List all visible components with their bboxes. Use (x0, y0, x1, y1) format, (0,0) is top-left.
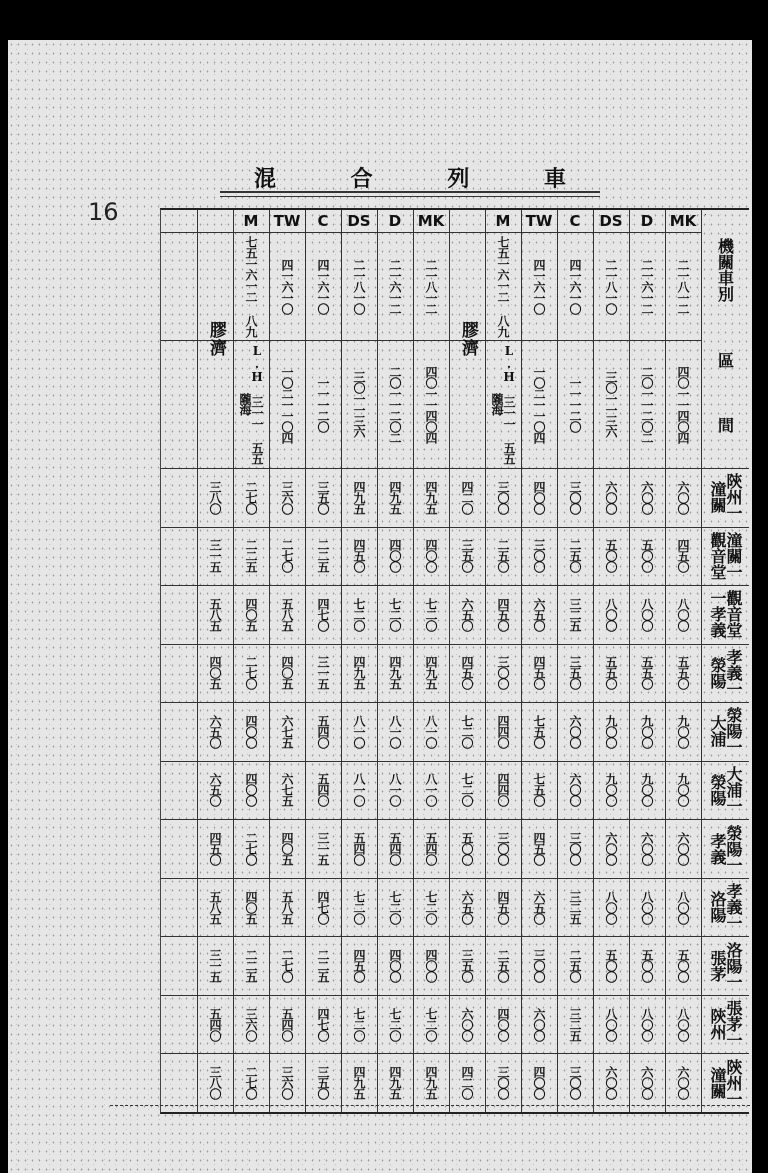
load-value-cell: 八〇〇 (640, 1007, 654, 1041)
loco-code-header: D (640, 212, 654, 230)
section-label: 洛陽一張茅 (708, 941, 743, 990)
loco-line-header: 二〇一一二〇二 (640, 365, 654, 443)
load-value-cell: 七二〇 (388, 1007, 402, 1041)
loco-line-header: 一一一二〇 (568, 376, 582, 432)
load-value-cell: 九〇〇 (640, 714, 654, 748)
loco-axle-header: 四一六一〇 (316, 258, 330, 314)
loco-axle-header: 二一八一二 (424, 258, 438, 314)
loco-code-header: DS (599, 212, 623, 230)
loco-line-header: 一〇二一一〇四 (280, 365, 294, 443)
page-title (220, 163, 600, 193)
load-value-cell: 四二〇 (460, 1066, 474, 1100)
bottom-rule (110, 1105, 750, 1106)
load-value-cell: 二二五 (244, 949, 258, 983)
load-value-cell: 二七〇 (280, 539, 294, 573)
loco-code-header: TW (525, 212, 553, 230)
load-value-cell: 七二〇 (424, 597, 438, 631)
loco-code-header: DS (347, 212, 371, 230)
load-value-cell: 七二〇 (424, 890, 438, 924)
load-value-cell: 六五〇 (532, 890, 546, 924)
loco-line-header: L.H 三一一 五五 隴海 (238, 344, 264, 464)
load-value-cell: 七二〇 (388, 890, 402, 924)
load-value-cell: 四四〇 (496, 773, 510, 807)
load-value-cell: 六五〇 (208, 773, 222, 807)
load-value-cell: 八一〇 (388, 773, 402, 807)
title-char-2: 合 (350, 165, 373, 192)
load-value-cell: 八〇〇 (604, 890, 618, 924)
load-value-cell: 四九五 (352, 656, 366, 690)
load-value-cell: 二七〇 (280, 949, 294, 983)
loco-code-header: C (317, 212, 329, 230)
loco-line-header: 一〇二一一〇四 (532, 365, 546, 443)
load-value-cell: 四〇〇 (388, 949, 402, 983)
section-label: 潼關一觀音堂 (708, 531, 743, 580)
section-label: 滎陽一孝義 (708, 824, 743, 873)
load-value-cell: 五〇〇 (604, 949, 618, 983)
load-value-cell: 四〇〇 (496, 1007, 510, 1041)
loco-axle-header: 二一八一〇 (604, 258, 618, 314)
loco-axle-header: 四一六一〇 (532, 258, 546, 314)
load-value-cell: 四五〇 (460, 656, 474, 690)
load-value-cell: 八一〇 (352, 714, 366, 748)
loco-code-header: MK (417, 212, 445, 230)
load-value-cell: 三〇〇 (532, 539, 546, 573)
load-value-cell: 四〇〇 (532, 480, 546, 514)
load-value-cell: 二二五 (316, 539, 330, 573)
loco-line-header: L.H 三一一 五五 隴海 (490, 344, 516, 464)
load-value-cell: 四〇五 (280, 656, 294, 690)
load-value-cell: 二五〇 (568, 949, 582, 983)
load-value-cell: 七二〇 (460, 773, 474, 807)
load-value-cell: 五八五 (280, 890, 294, 924)
load-value-cell: 五八五 (280, 597, 294, 631)
section-label: 觀音堂一孝義 (708, 590, 743, 639)
load-value-cell: 四九五 (424, 1066, 438, 1100)
load-value-cell: 五四〇 (388, 832, 402, 866)
loco-axle-header: 七五一六一二 八九 (244, 235, 258, 337)
load-value-cell: 三一五 (316, 832, 330, 866)
load-value-cell: 四九五 (388, 1066, 402, 1100)
load-value-cell: 四〇〇 (424, 539, 438, 573)
loco-code-header: D (388, 212, 402, 230)
load-value-cell: 八一〇 (424, 714, 438, 748)
loco-code-header: TW (273, 212, 301, 230)
load-value-cell: 五〇〇 (640, 949, 654, 983)
load-value-cell: 四〇五 (244, 890, 258, 924)
load-value-cell: 五四〇 (352, 832, 366, 866)
load-value-cell: 四五〇 (208, 832, 222, 866)
load-value-cell: 八〇〇 (604, 1007, 618, 1041)
loco-line-header: 四〇一一四〇四 (424, 365, 438, 443)
grid-line-horizontal (161, 340, 701, 341)
load-value-cell: 四七〇 (316, 597, 330, 631)
load-value-cell: 六五〇 (208, 714, 222, 748)
load-value-cell: 五八五 (208, 597, 222, 631)
grid-line-horizontal (161, 232, 701, 233)
load-value-cell: 六七五 (280, 773, 294, 807)
load-value-cell: 二二五 (244, 539, 258, 573)
section-label: 大浦一滎陽 (708, 765, 743, 814)
load-value-cell: 七五〇 (532, 773, 546, 807)
load-value-cell: 八〇〇 (676, 1007, 690, 1041)
load-value-cell: 七五〇 (532, 714, 546, 748)
load-value-cell: 六〇〇 (640, 480, 654, 514)
load-value-cell: 二七〇 (244, 1066, 258, 1100)
load-value-cell: 六五〇 (460, 890, 474, 924)
loco-code-header: MK (669, 212, 697, 230)
load-value-cell: 七二〇 (424, 1007, 438, 1041)
load-value-cell: 六〇〇 (568, 773, 582, 807)
load-value-cell: 四九五 (424, 656, 438, 690)
railway-line-header: 膠濟 (457, 321, 478, 357)
load-value-cell: 二七〇 (244, 656, 258, 690)
load-value-cell: 四九五 (388, 656, 402, 690)
load-value-cell: 六〇〇 (604, 480, 618, 514)
load-value-cell: 四七〇 (316, 1007, 330, 1041)
section-label: 滎陽一大浦 (708, 707, 743, 756)
load-value-cell: 三八〇 (208, 1066, 222, 1100)
load-value-cell: 八〇〇 (676, 597, 690, 631)
load-value-cell: 二五〇 (568, 539, 582, 573)
header-corner-mid: 區 (715, 352, 735, 368)
load-value-cell: 九〇〇 (604, 773, 618, 807)
load-value-cell: 三六〇 (244, 1007, 258, 1041)
load-value-cell: 三五〇 (316, 1066, 330, 1100)
load-value-cell: 七二〇 (352, 890, 366, 924)
load-value-cell: 九〇〇 (676, 714, 690, 748)
load-value-cell: 四〇〇 (244, 773, 258, 807)
load-value-cell: 二二五 (316, 949, 330, 983)
load-value-cell: 八〇〇 (676, 890, 690, 924)
load-value-cell: 四五〇 (496, 890, 510, 924)
load-value-cell: 六〇〇 (604, 832, 618, 866)
load-value-cell: 三六〇 (280, 480, 294, 514)
load-value-cell: 七二〇 (460, 714, 474, 748)
load-value-cell: 九〇〇 (604, 714, 618, 748)
load-value-cell: 四五〇 (496, 597, 510, 631)
load-value-cell: 四〇〇 (388, 539, 402, 573)
header-corner-top: 機關車別 (715, 238, 735, 302)
section-label: 陝州一潼關 (708, 473, 743, 522)
loco-line-header: 四〇一一四〇四 (676, 365, 690, 443)
loco-axle-header: 四一六一〇 (280, 258, 294, 314)
load-value-cell: 四五〇 (532, 832, 546, 866)
load-value-cell: 四〇〇 (244, 714, 258, 748)
load-value-cell: 三〇〇 (496, 656, 510, 690)
load-value-cell: 四九五 (352, 1066, 366, 1100)
load-value-cell: 二五〇 (496, 949, 510, 983)
load-value-cell: 五〇〇 (604, 539, 618, 573)
load-value-cell: 三二五 (568, 890, 582, 924)
load-value-cell: 七二〇 (352, 1007, 366, 1041)
load-value-cell: 三〇〇 (568, 1066, 582, 1100)
load-value-cell: 五五〇 (604, 656, 618, 690)
load-value-cell: 六〇〇 (604, 1066, 618, 1100)
section-label: 張茅一陝州 (708, 1000, 743, 1049)
load-value-cell: 六五〇 (532, 597, 546, 631)
load-value-cell: 五四〇 (280, 1007, 294, 1041)
loco-line-header: 一一一二〇 (316, 376, 330, 432)
load-value-cell: 六七五 (280, 714, 294, 748)
load-value-cell: 三〇〇 (496, 1066, 510, 1100)
loco-code-header: M (243, 212, 259, 230)
load-value-cell: 四九五 (424, 480, 438, 514)
load-value-cell: 三六〇 (280, 1066, 294, 1100)
load-value-cell: 三〇〇 (496, 480, 510, 514)
load-value-cell: 七二〇 (388, 597, 402, 631)
header-corner-bot: 間 (715, 417, 735, 433)
load-value-cell: 八一〇 (352, 773, 366, 807)
loco-line-header: 三〇一一三六 (352, 371, 366, 437)
loco-line-header: 三〇一一三六 (604, 371, 618, 437)
load-value-cell: 五〇〇 (460, 832, 474, 866)
title-char-4: 車 (543, 165, 566, 192)
load-value-cell: 四五〇 (676, 539, 690, 573)
page-number: 16 (88, 198, 119, 226)
load-value-cell: 五四〇 (316, 714, 330, 748)
load-value-cell: 六〇〇 (640, 1066, 654, 1100)
section-label: 孝義一滎陽 (708, 648, 743, 697)
loco-axle-header: 四一六一〇 (568, 258, 582, 314)
load-value-cell: 八一〇 (388, 714, 402, 748)
load-value-cell: 三一五 (208, 539, 222, 573)
load-value-cell: 四〇五 (280, 832, 294, 866)
load-value-cell: 九〇〇 (640, 773, 654, 807)
loco-axle-header: 二一六一二 (388, 258, 402, 314)
load-value-cell: 五四〇 (316, 773, 330, 807)
load-value-cell: 九〇〇 (676, 773, 690, 807)
load-value-cell: 六〇〇 (676, 480, 690, 514)
load-value-cell: 六〇〇 (640, 832, 654, 866)
load-value-cell: 四〇〇 (424, 949, 438, 983)
load-value-cell: 八〇〇 (640, 890, 654, 924)
load-value-cell: 八一〇 (424, 773, 438, 807)
load-value-cell: 三〇〇 (496, 832, 510, 866)
loco-code-header: M (495, 212, 511, 230)
corner-diagonal-rule (705, 214, 706, 215)
load-value-cell: 六〇〇 (676, 1066, 690, 1100)
load-value-cell: 三五〇 (460, 949, 474, 983)
load-value-cell: 四九五 (388, 480, 402, 514)
load-value-cell: 六〇〇 (568, 714, 582, 748)
load-value-cell: 三〇〇 (568, 832, 582, 866)
loco-code-header: C (569, 212, 581, 230)
load-value-cell: 七二〇 (352, 597, 366, 631)
load-value-cell: 三二五 (568, 597, 582, 631)
load-value-cell: 三二五 (568, 1007, 582, 1041)
load-value-cell: 八〇〇 (604, 597, 618, 631)
load-value-cell: 三〇〇 (568, 480, 582, 514)
loco-axle-header: 七五一六一二 八九 (496, 235, 510, 337)
load-value-cell: 五八五 (208, 890, 222, 924)
load-value-cell: 二五〇 (496, 539, 510, 573)
load-value-cell: 二七〇 (244, 480, 258, 514)
load-value-cell: 四〇五 (208, 656, 222, 690)
load-value-cell: 三一五 (208, 949, 222, 983)
load-value-cell: 四二〇 (460, 480, 474, 514)
load-value-cell: 五五〇 (676, 656, 690, 690)
load-value-cell: 六〇〇 (532, 1007, 546, 1041)
load-value-cell: 四七〇 (316, 890, 330, 924)
load-value-cell: 四四〇 (496, 714, 510, 748)
load-value-cell: 六〇〇 (460, 1007, 474, 1041)
section-label: 孝義一洛陽 (708, 883, 743, 932)
load-value-cell: 四〇五 (244, 597, 258, 631)
load-value-cell: 三五〇 (460, 539, 474, 573)
load-value-cell: 三五〇 (568, 656, 582, 690)
load-value-cell: 四五〇 (352, 539, 366, 573)
loco-line-header: 二〇一一二〇二 (388, 365, 402, 443)
train-load-table (160, 208, 749, 1114)
load-value-cell: 四〇〇 (532, 1066, 546, 1100)
load-value-cell: 三一五 (316, 656, 330, 690)
load-value-cell: 五五〇 (640, 656, 654, 690)
load-value-cell: 四九五 (352, 480, 366, 514)
title-char-3: 列 (447, 165, 470, 192)
loco-axle-header: 二一六一二 (640, 258, 654, 314)
loco-axle-header: 二一八一〇 (352, 258, 366, 314)
load-value-cell: 二七〇 (244, 832, 258, 866)
load-value-cell: 八〇〇 (640, 597, 654, 631)
section-label: 陝州一潼關 (708, 1058, 743, 1107)
load-value-cell: 五〇〇 (676, 949, 690, 983)
load-value-cell: 三五〇 (316, 480, 330, 514)
load-value-cell: 三〇〇 (532, 949, 546, 983)
load-value-cell: 六〇〇 (676, 832, 690, 866)
title-char-1: 混 (254, 165, 277, 192)
load-value-cell: 六五〇 (460, 597, 474, 631)
load-value-cell: 三八〇 (208, 480, 222, 514)
load-value-cell: 五〇〇 (640, 539, 654, 573)
loco-axle-header: 二一八一二 (676, 258, 690, 314)
load-value-cell: 四五〇 (532, 656, 546, 690)
load-value-cell: 四五〇 (352, 949, 366, 983)
load-value-cell: 五四〇 (208, 1007, 222, 1041)
railway-line-header: 膠濟 (205, 321, 226, 357)
load-value-cell: 五四〇 (424, 832, 438, 866)
